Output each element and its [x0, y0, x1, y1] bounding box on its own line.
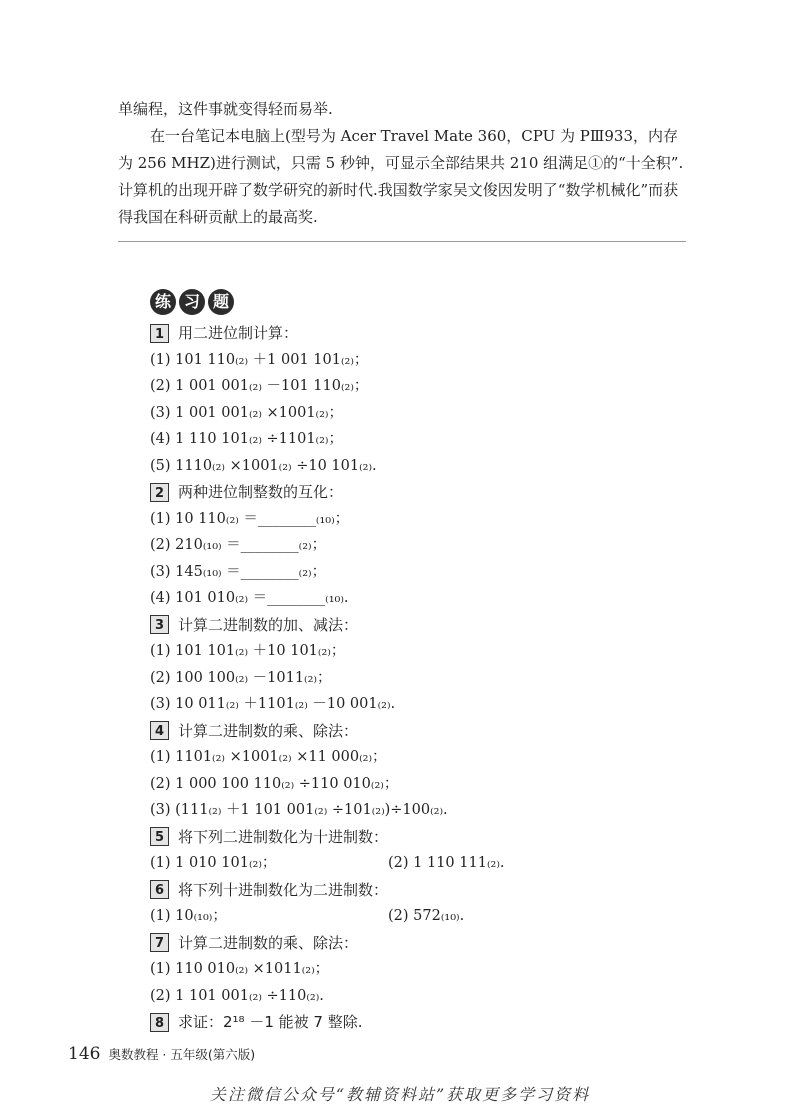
- question-item: (2) 572₍₁₀₎.: [388, 908, 465, 924]
- question-number: 8: [150, 1013, 169, 1032]
- question-item: (1) 10₍₁₀₎；: [150, 908, 227, 924]
- question-item: (3) 1 001 001₍₂₎ ×1001₍₂₎；: [150, 404, 343, 421]
- question-header: [150, 1009, 690, 1036]
- question-item: (2) 100 100₍₂₎ －1011₍₂₎；: [150, 669, 332, 686]
- question-title: 两种进位制整数的互化：: [178, 483, 344, 501]
- question-item-pair: [150, 850, 690, 877]
- intro-paragraph-2: 在一台笔记本电脑上(型号为 Acer Travel Mate 360，CPU 为 PⅢ933，内存为 256 MHZ)进行测试，只需 5 秒钟，可显示全部结果共 210 组满足①的“十全积”.计算机的出现开辟了数学研究的新时代.我国数学家吴文俊因发明了“数学机械化”而获得我国在科研贡献上的最高奖.: [118, 127, 684, 226]
- question-item: (4) 101 010₍₂₎ ＝________₍₁₀₎.: [150, 590, 349, 606]
- watermark-text: 关注微信公众号“教辅资料站”获取更多学习资料: [209, 1085, 591, 1104]
- question-item: (3) 145₍₁₀₎ ＝________₍₂₎；: [150, 563, 327, 580]
- question-item: (2) 1 000 100 110₍₂₎ ÷110 010₍₂₎；: [150, 775, 399, 792]
- question-number: 2: [150, 483, 169, 502]
- divider: [118, 241, 686, 242]
- question-item: (1) 101 110₍₂₎ ＋1 001 101₍₂₎；: [150, 351, 369, 368]
- book-title: 奥数教程 · 五年级(第六版): [108, 1047, 256, 1062]
- question-title: 计算二进制数的乘、除法：: [178, 721, 359, 740]
- question-title: 将下列二进制数化为十进制数：: [178, 827, 389, 846]
- question-item: (4) 1 110 101₍₂₎ ÷1101₍₂₎；: [150, 431, 343, 447]
- intro-text: [118, 96, 688, 231]
- question-item: (1) 1 010 101₍₂₎；: [150, 855, 277, 871]
- question-item: (3) 10 011₍₂₎ ＋1101₍₂₎ －10 001₍₂₎.: [150, 696, 396, 712]
- question-item: (3) (111₍₂₎ ＋1 101 001₍₂₎ ÷101₍₂₎)÷100₍₂₎.: [150, 802, 448, 818]
- question-number: 7: [150, 933, 169, 952]
- question-header: [150, 718, 690, 745]
- question-title: 计算二进制数的加、减法：: [178, 615, 359, 634]
- question-number: 3: [150, 615, 169, 634]
- question-header: [150, 877, 690, 904]
- question-number: 5: [150, 827, 169, 846]
- question-item: (1) 10 110₍₂₎ ＝________₍₁₀₎；: [150, 510, 350, 527]
- question-header: [150, 612, 690, 639]
- exercise-list: [150, 320, 690, 1036]
- question-title: 将下列十进制数化为二进制数：: [178, 880, 389, 899]
- question-title: 求证：2¹⁸ －1 能被 7 整除.: [178, 1013, 363, 1031]
- question-item-pair: [150, 903, 690, 930]
- question-item: (1) 110 010₍₂₎ ×1011₍₂₎；: [150, 961, 330, 977]
- question-item: (2) 1 110 111₍₂₎.: [388, 855, 505, 871]
- exercise-title: [150, 289, 234, 315]
- question-item: (1) 1101₍₂₎ ×1001₍₂₎ ×11 000₍₂₎；: [150, 749, 387, 765]
- question-item: (5) 1110₍₂₎ ×1001₍₂₎ ÷10 101₍₂₎.: [150, 457, 377, 474]
- question-item: (2) 210₍₁₀₎ ＝________₍₂₎；: [150, 537, 327, 553]
- intro-paragraph-1: 单编程，这件事就变得轻而易举.: [118, 100, 333, 118]
- question-item: (1) 101 101₍₂₎ ＋10 101₍₂₎；: [150, 643, 346, 659]
- question-item: (2) 1 001 001₍₂₎ －101 110₍₂₎；: [150, 378, 369, 394]
- question-title: 用二进位制计算：: [178, 324, 299, 342]
- exercise-title-char: 习: [179, 289, 205, 315]
- question-number: 4: [150, 721, 169, 740]
- exercise-title-char: 题: [208, 289, 234, 315]
- exercise-title-char: 练: [150, 289, 176, 315]
- question-header: [150, 320, 690, 347]
- question-title: 计算二进制数的乘、除法：: [178, 933, 359, 952]
- page-footer: [68, 1044, 255, 1064]
- page-number: 146: [68, 1044, 101, 1064]
- question-header: [150, 479, 690, 506]
- question-header: [150, 824, 690, 851]
- question-header: [150, 930, 690, 957]
- question-number: 1: [150, 324, 169, 343]
- question-number: 6: [150, 880, 169, 899]
- question-item: (2) 1 101 001₍₂₎ ÷110₍₂₎.: [150, 987, 324, 1004]
